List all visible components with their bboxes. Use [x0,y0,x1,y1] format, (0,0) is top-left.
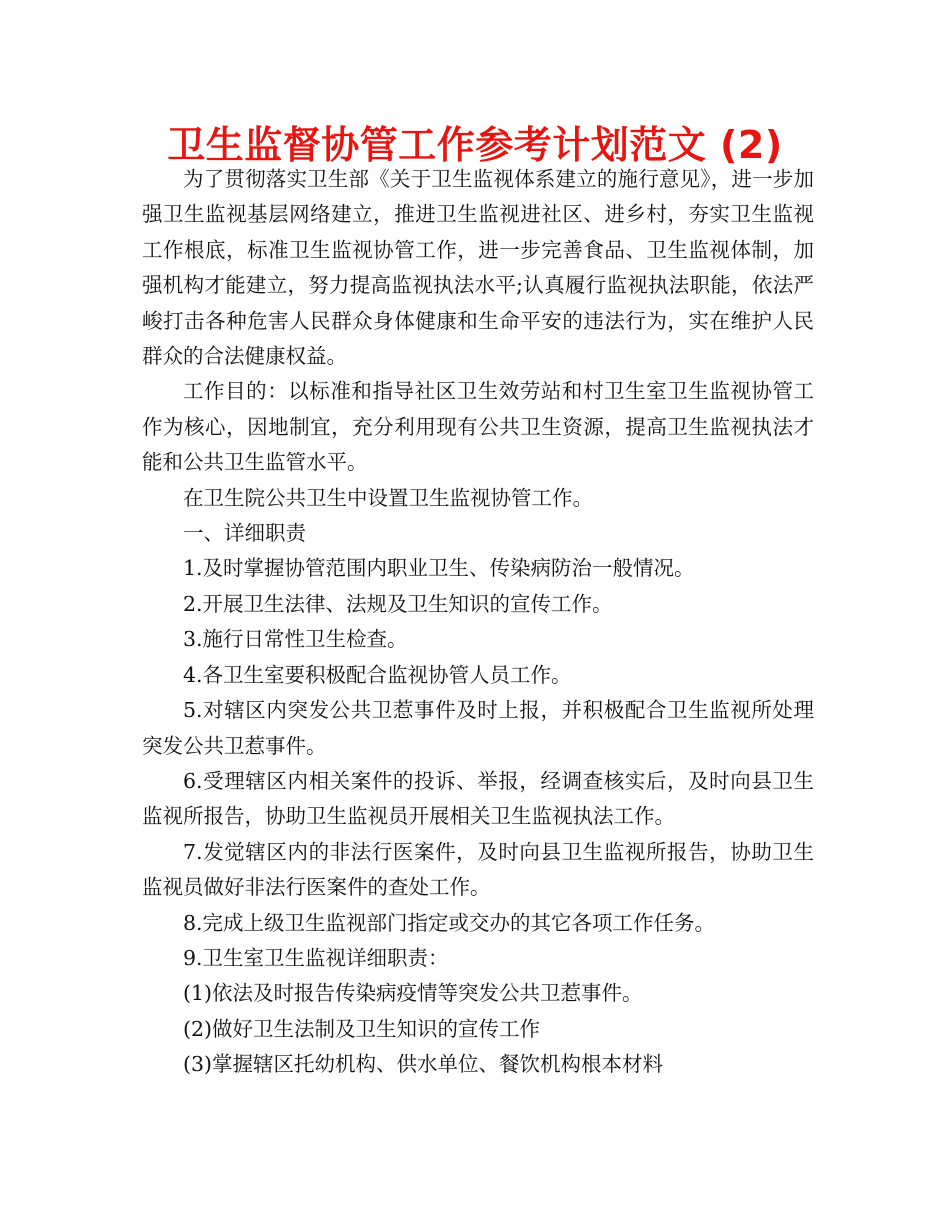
paragraph-intro: 为了贯彻落实卫生部《关于卫生监视体系建立的施行意见》，进一步加强卫生监视基层网络建立，推进卫生监视进社区、进乡村，夯实卫生监视工作根底，标准卫生监视协管工作，进一步完善食品、卫生监视体制，加强机构才能建立，努力提高监视执法水平;认真履行监视执法职能，依法严峻打击各种危害人民群众身体健康和生命平安的违法行为，实在维护人民群众的合法健康权益。 [142,167,814,369]
sub-list-item: (3)掌握辖区托幼机构、供水单位、餐饮机构根本材料 [183,1052,664,1077]
sub-list-item: (2)做好卫生法制及卫生知识的宣传工作 [183,1016,541,1041]
list-item: 7.发觉辖区内的非法行医案件，及时向县卫生监视所报告，协助卫生监视员做好非法行医案件的查处工作。 [142,839,814,900]
list-item: 2.开展卫生法律、法规及卫生知识的宣传工作。 [183,591,613,616]
sub-list-item: (1)依法及时报告传染病疫情等突发公共卫惹事件。 [183,981,643,1006]
list-item: 1.及时掌握协管范围内职业卫生、传染病防治一般情况。 [183,556,695,581]
list-item: 8.完成上级卫生监视部门指定或交办的其它各项工作任务。 [183,910,716,935]
list-item: 3.施行日常性卫生检查。 [183,627,408,652]
paragraph-work-goal: 工作目的：以标准和指导社区卫生效劳站和村卫生室卫生监视协管工作为核心，因地制宜，充分利用现有公共卫生资源，提高卫生监视执法才能和公共卫生监管水平。 [142,379,814,475]
list-item: 4.各卫生室要积极配合监视协管人员工作。 [183,662,572,687]
section-heading-duties: 一、详细职责 [183,521,306,546]
list-item: 9.卫生室卫生监视详细职责： [183,945,449,970]
document-title: 卫生监督协管工作参考计划范文 (2) [167,123,783,167]
list-item: 5.对辖区内突发公共卫惹事件及时上报，并积极配合卫生监视所处理突发公共卫惹事件。 [142,698,814,758]
list-item: 6.受理辖区内相关案件的投诉、举报，经调查核实后，及时向县卫生监视所报告，协助卫生监视员开展相关卫生监视执法工作。 [142,768,814,829]
document-body [142,162,814,1083]
paragraph-setup: 在卫生院公共卫生中设置卫生监视协管工作。 [183,485,593,510]
